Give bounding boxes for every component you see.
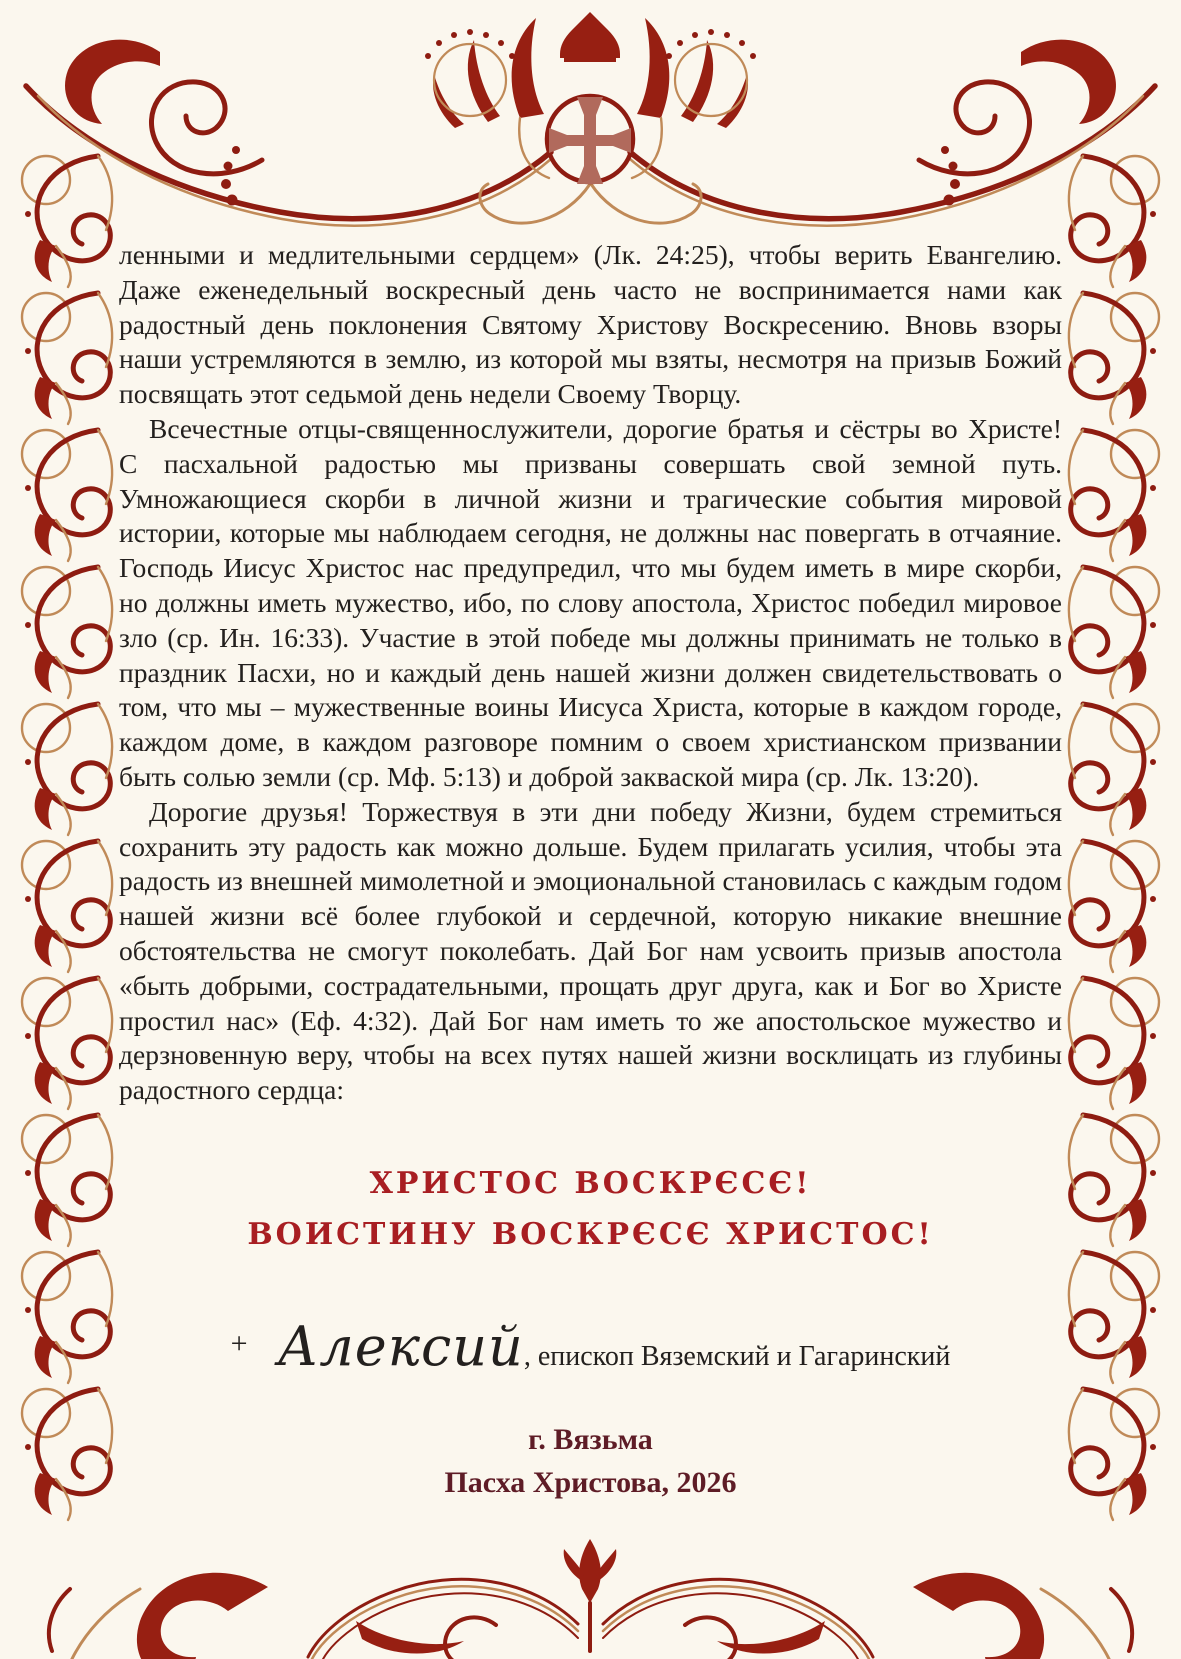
signature-line bbox=[119, 1314, 1062, 1378]
church-dome-icon bbox=[560, 12, 620, 62]
top-ornament bbox=[26, 12, 1155, 226]
proclamation-line-1: ХРИСТОС ВОСКРЄСЄ! bbox=[369, 1165, 812, 1201]
paragraph-1: ленными и медлительными сердцем» (Лк. 24:25), чтобы верить Евангелию. Даже еженедельный воскресный день часто не воспринимается нами как радостный день поклонения Святому Христову Воскресению. Вновь взоры наши устремляются в землю, из которой мы взяты, несмотря на призыв Божий посвящать этот седьмой день недели Своему Творцу. bbox=[119, 239, 1062, 410]
right-border-ornament bbox=[1069, 156, 1159, 1520]
signature-name: Алексий bbox=[277, 1314, 524, 1378]
bottom-ornament bbox=[49, 1539, 1132, 1659]
footer-city: г. Вязьма bbox=[528, 1422, 653, 1456]
epistle-text bbox=[119, 238, 1062, 1504]
signature-title: , епископ Вяземский и Гагаринский bbox=[523, 1340, 951, 1372]
footer-date: Пасха Христова, 2026 bbox=[444, 1465, 737, 1499]
signature-cross: + bbox=[230, 1326, 248, 1360]
left-border-ornament bbox=[22, 156, 112, 1520]
paragraph-3: Дорогие друзья! Торжествуя в эти дни победу Жизни, будем стремиться сохранить эту радость как можно дольше. Будем прилагать усилия, чтобы эта радость из внешней мимолетной и эмоциональной становилась с каждым годом нашей жизни всё более глубокой и сердечной, которую никакие внешние обстоятельства не смогут поколебать. Дай Бог нам усвоить призыв апостола «быть добрыми, сострадательными, прощать друг друга, как и Бог во Христе простил нас» (Еф. 4:32). Дай Бог нам иметь то же апостольское мужество и дерзновенную веру, чтобы на всех путях нашей жизни восклицать из глубины радостного сердца: bbox=[119, 795, 1062, 1106]
footer bbox=[119, 1418, 1062, 1504]
paragraph-2: Всечестные отцы-священнослужители, дорогие братья и сёстры во Христе! С пасхальной радостью мы призваны совершать свой земной путь. Умножающиеся скорби в личной жизни и трагические события мировой истории, которые мы наблюдаем сегодня, не должны нас повергать в отчаяние. Господь Иисус Христос нас предупредил, что мы будем иметь в мире скорби, но должны иметь мужество, ибо, по слову апостола, Христос победил мировое зло (ср. Ин. 16:33). Участие в этой победе мы должны принимать не только в праздник Пасхи, но и каждый день нашей жизни должен свидетельствовать о том, что мы – мужественные воины Иисуса Христа, которые в каждом городе, каждом доме, в каждом разговоре помним о своем христианском призвании быть солью земли (ср. Мф. 5:13) и доброй закваской мира (ср. Лк. 13:20). bbox=[119, 412, 1062, 792]
paschal-proclamation bbox=[119, 1158, 1062, 1260]
center-leaf-icon bbox=[564, 1539, 617, 1651]
proclamation-line-2: ВОИСТИНУ ВОСКРЄСЄ ХРИСТОС! bbox=[247, 1216, 934, 1252]
cross-in-circle-icon bbox=[547, 96, 633, 184]
